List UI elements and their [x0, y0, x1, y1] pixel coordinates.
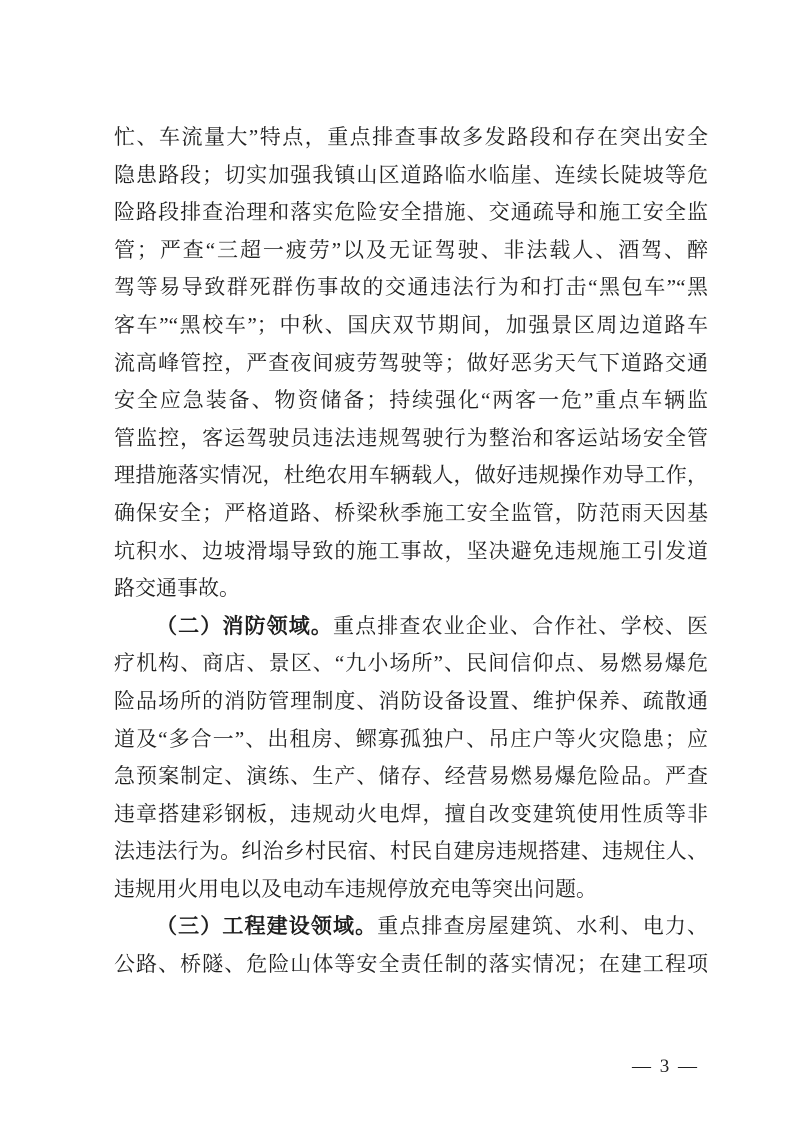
- text-line: [114, 194, 708, 232]
- text-line: [114, 946, 708, 984]
- body-segment: 公路、桥隧、危险山体等安全责任制的落实情况；在建工程项: [114, 952, 708, 977]
- body-segment: 管监控，客运驾驶员违法违规驾驶行为整治和客运站场安全管: [114, 425, 708, 450]
- body-segment: 险路段排查治理和落实危险安全措施、交通疏导和施工安全监: [114, 200, 708, 225]
- body-segment: 理措施落实情况，杜绝农用车辆载人，做好违规操作劝导工作，: [114, 463, 708, 488]
- text-line-section-3: [114, 908, 708, 946]
- body-segment: 险品场所的消防管理制度、消防设备设置、维护保养、疏散通: [114, 688, 708, 713]
- body-segment: 忙、车流量大”特点，重点排查事故多发路段和存在突出安全: [114, 125, 708, 149]
- body-segment: 违规用火用电以及电动车违规停放充电等突出问题。: [114, 876, 597, 901]
- text-line: [114, 721, 708, 759]
- text-line: [114, 871, 708, 909]
- text-line: [114, 495, 708, 533]
- text-line: [114, 758, 708, 796]
- text-line: [114, 157, 708, 195]
- body-segment: 重点排查房屋建筑、水利、电力、: [377, 914, 708, 939]
- text-line: [114, 232, 708, 270]
- body-segment: 道及“多合一”、出租房、鳏寡孤独户、吊庄户等火灾隐患；应: [114, 726, 708, 751]
- body-segment: 隐患路段；切实加强我镇山区道路临水临崖、连续长陡坡等危: [114, 162, 708, 187]
- body-segment: 流高峰管控，严查夜间疲劳驾驶等；做好恶劣天气下道路交通: [114, 350, 708, 375]
- text-line: [114, 683, 708, 721]
- body-segment: 管；严查“三超一疲劳”以及无证驾驶、非法载人、酒驾、醉: [114, 237, 708, 262]
- page-number: — 3 —: [632, 1056, 699, 1077]
- body-segment: 疗机构、商店、景区、“九小场所”、民间信仰点、易燃易爆危: [114, 651, 708, 676]
- text-line: [114, 269, 708, 307]
- text-line: [114, 645, 708, 683]
- text-line: [114, 833, 708, 871]
- text-line: [114, 382, 708, 420]
- body-segment: 路交通事故。: [114, 576, 240, 601]
- text-line: [114, 420, 708, 458]
- body-segment: 确保安全；严格道路、桥梁秋季施工安全监管，防范雨天因基: [114, 500, 708, 525]
- text-line: [114, 119, 708, 157]
- text-line-section-2: [114, 608, 708, 646]
- text-line: [114, 307, 708, 345]
- body-segment: 客车”“黑校车”；中秋、国庆双节期间，加强景区周边道路车: [114, 312, 708, 337]
- body-segment: 重点排查农业企业、合作社、学校、医: [333, 613, 708, 638]
- body-segment: 坑积水、边坡滑塌导致的施工事故，坚决避免违规施工引发道: [114, 538, 708, 563]
- text-line: [114, 457, 708, 495]
- text-line: [114, 345, 708, 383]
- section-heading: （二）消防领域。: [156, 613, 333, 638]
- body-segment: 安全应急装备、物资储备；持续强化“两客一危”重点车辆监: [114, 388, 708, 413]
- text-line: [114, 796, 708, 834]
- body-segment: 法违法行为。纠治乡村民宿、村民自建房违规搭建、违规住人、: [114, 839, 708, 864]
- body-segment: 急预案制定、演练、生产、储存、经营易燃易爆危险品。严查: [114, 764, 708, 789]
- section-heading: （三）工程建设领域。: [156, 914, 378, 939]
- body-segment: 驾等易导致群死群伤事故的交通违法行为和打击“黑包车”“黑: [114, 275, 708, 300]
- body-segment: 违章搭建彩钢板，违规动火电焊，擅自改变建筑使用性质等非: [114, 801, 708, 826]
- text-line: [114, 570, 708, 608]
- document-body: [114, 119, 708, 984]
- text-line: [114, 533, 708, 571]
